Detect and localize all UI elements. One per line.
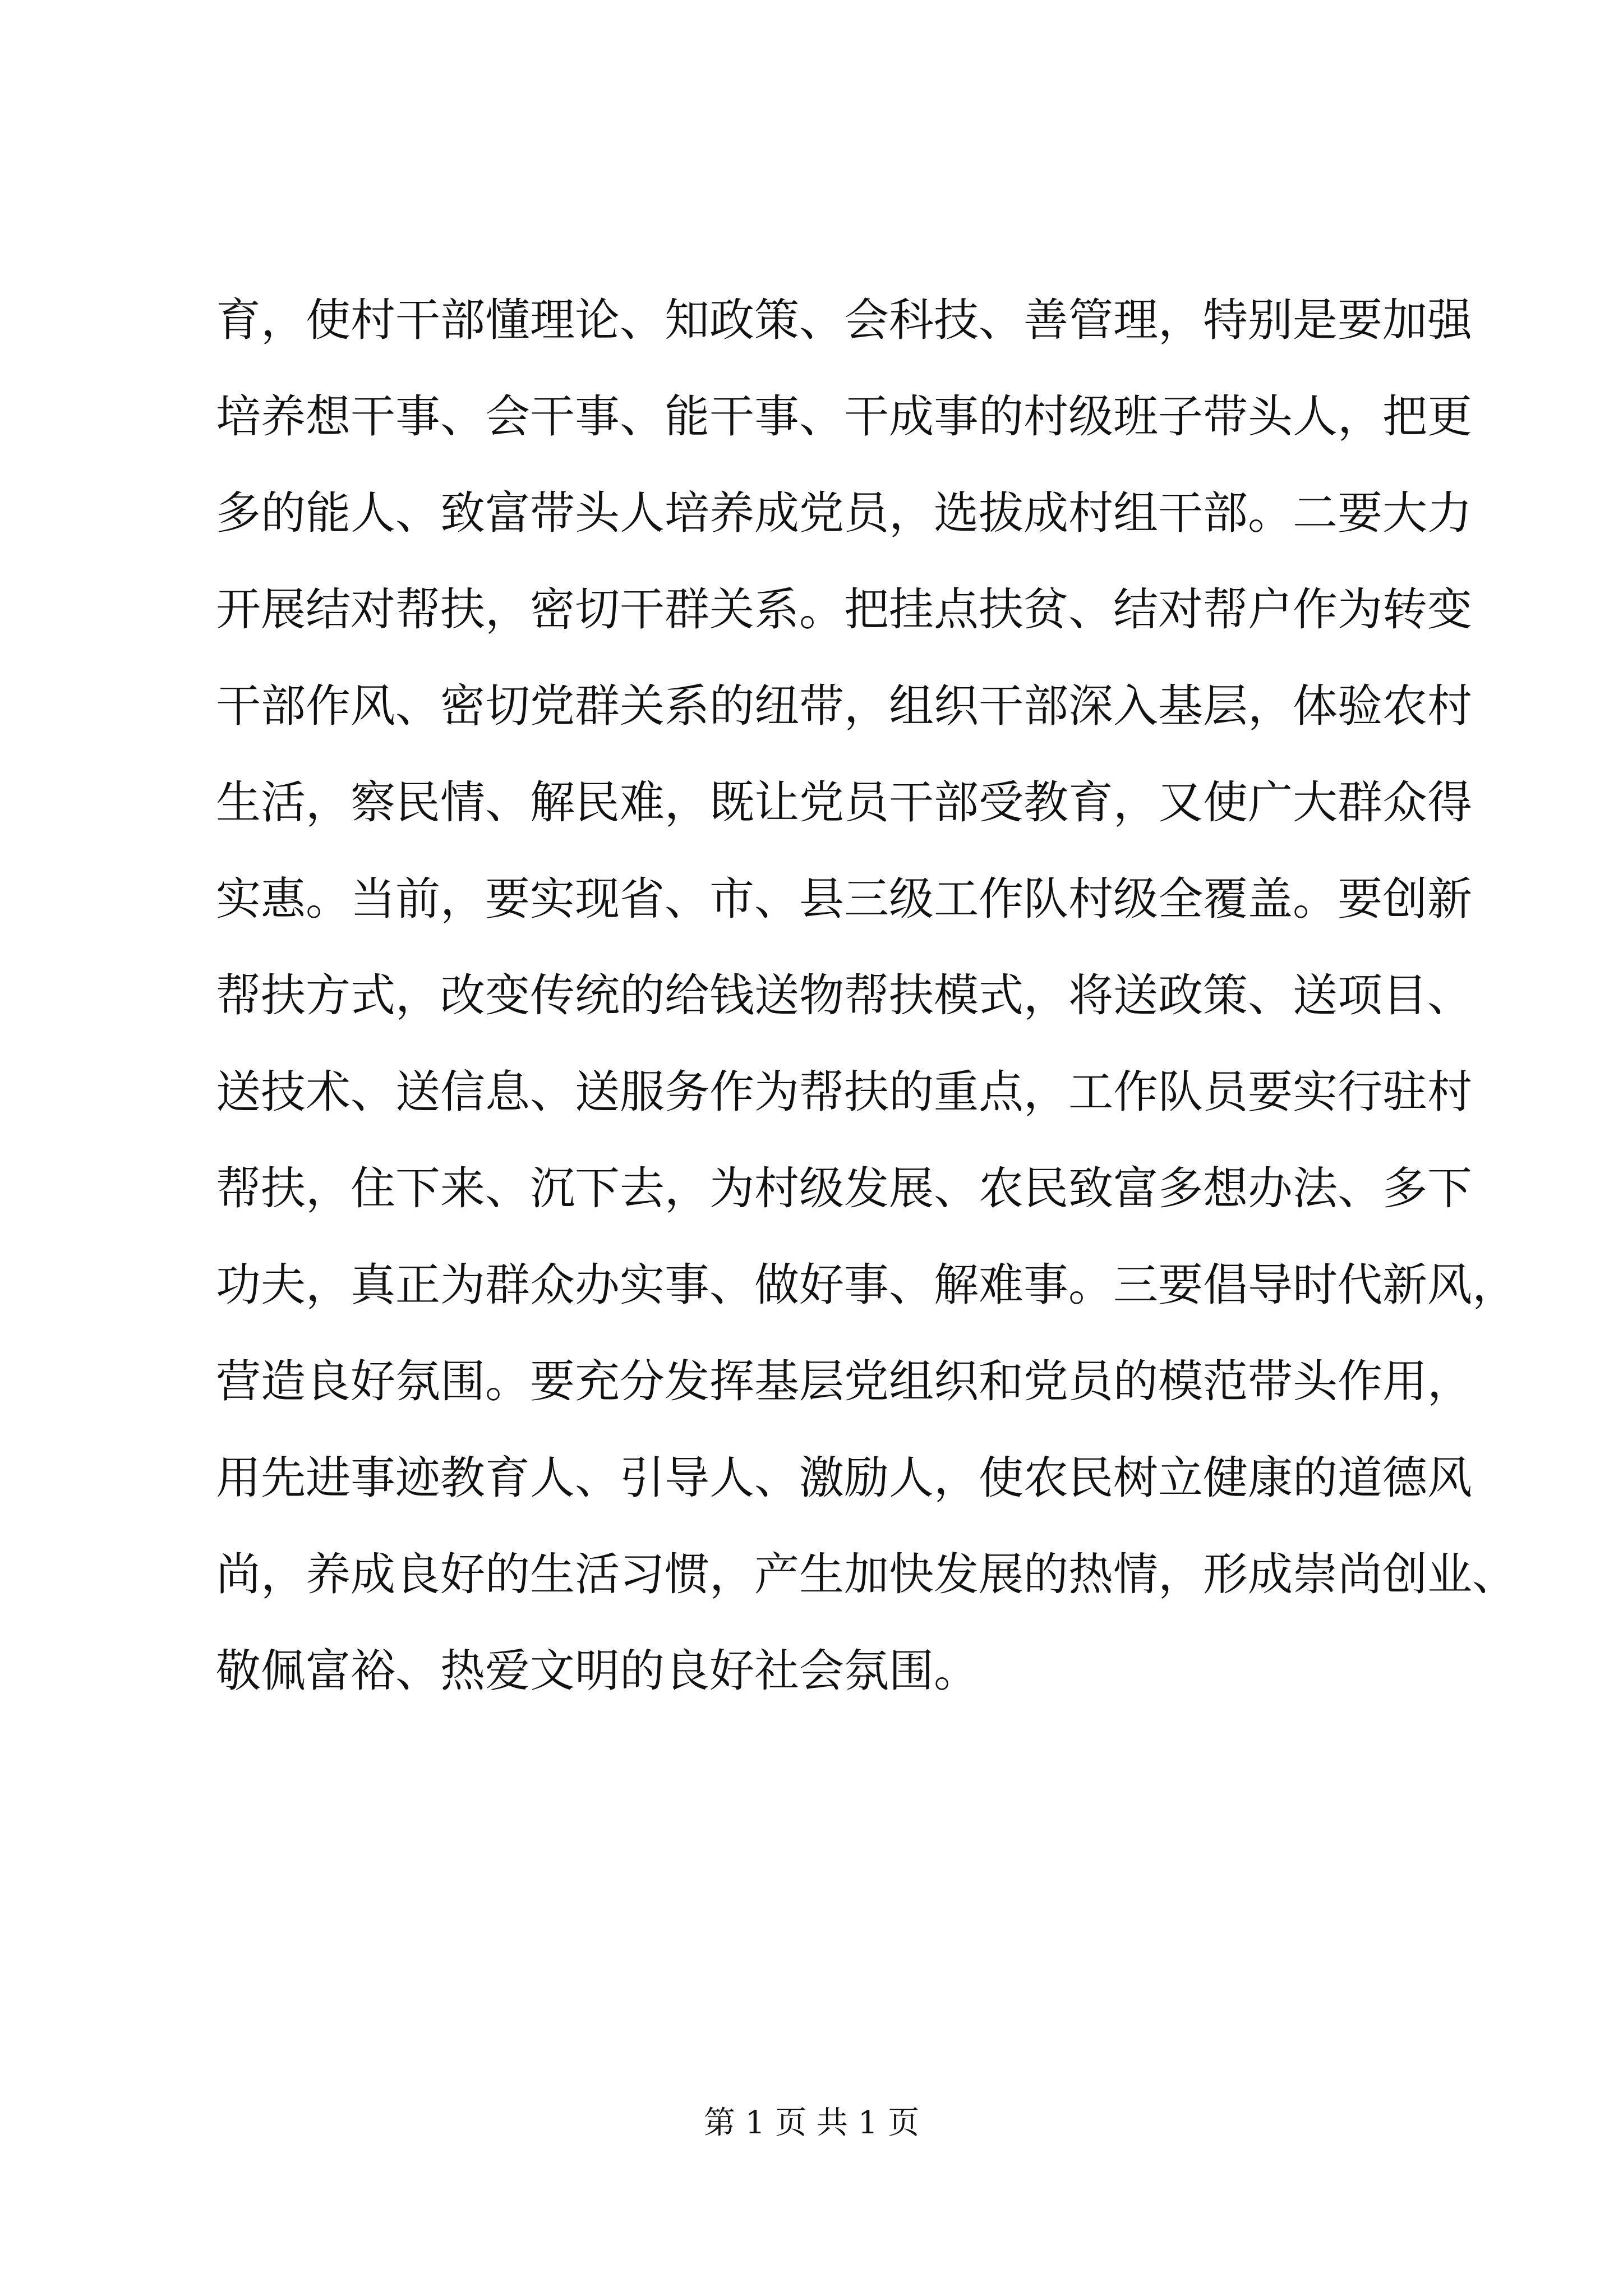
text-line: 实惠。当前，要实现省、市、县三级工作队村级全覆盖。要创新 — [216, 873, 1472, 925]
text-line: 生活，察民情、解民难，既让党员干部受教育，又使广大群众得 — [216, 776, 1472, 829]
text-line: 尚，养成良好的生活习惯，产生加快发展的热情，形成崇尚创业、 — [216, 1548, 1517, 1600]
text-line: 培养想干事、会干事、能干事、干成事的村级班子带头人，把更 — [216, 390, 1472, 443]
text-line: 用先进事迹教育人、引导人、激励人，使农民树立健康的道德风 — [216, 1452, 1472, 1504]
text-line: 育，使村干部懂理论、知政策、会科技、善管理，特别是要加强 — [216, 294, 1472, 346]
page-footer — [0, 2101, 1623, 2146]
body-paragraph — [216, 272, 1517, 1719]
text-line: 帮扶，住下来、沉下去，为村级发展、农民致富多想办法、多下 — [216, 1162, 1472, 1214]
text-line: 开展结对帮扶，密切干群关系。把挂点扶贫、结对帮户作为转变 — [216, 583, 1472, 636]
text-line: 送技术、送信息、送服务作为帮扶的重点，工作队员要实行驻村 — [216, 1066, 1472, 1118]
text-line: 敬佩富裕、热爱文明的良好社会氛围。 — [216, 1645, 979, 1697]
text-line: 帮扶方式，改变传统的给钱送物帮扶模式，将送政策、送项目、 — [216, 969, 1472, 1022]
page-number-label: 第 1 页 共 1 页 — [703, 2105, 920, 2141]
text-line: 功夫，真正为群众办实事、做好事、解难事。三要倡导时代新风， — [216, 1259, 1517, 1311]
text-line: 干部作风、密切党群关系的纽带，组织干部深入基层，体验农村 — [216, 680, 1472, 732]
text-line: 营造良好氛围。要充分发挥基层党组织和党员的模范带头作用， — [216, 1355, 1472, 1407]
text-line: 多的能人、致富带头人培养成党员，选拔成村组干部。二要大力 — [216, 487, 1472, 539]
